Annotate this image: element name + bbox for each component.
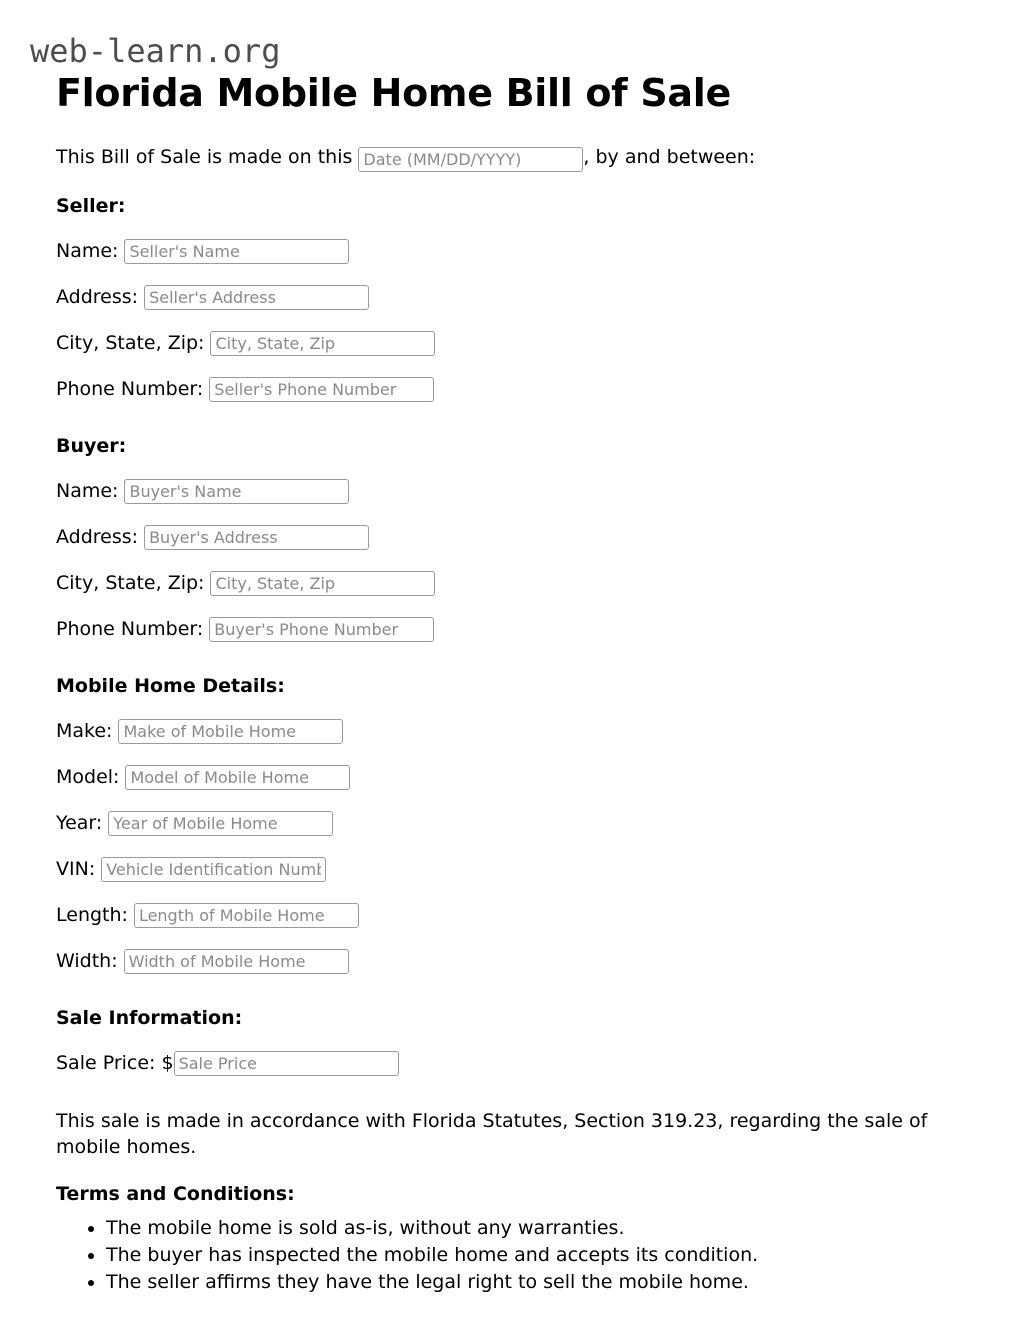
label-seller-city-state-zip: City, State, Zip: (56, 332, 205, 354)
section-heading-sale-information: Sale Information: (56, 1007, 243, 1029)
label-sale-price: Sale Price: $ (56, 1052, 174, 1074)
label-year: Year: (56, 812, 103, 834)
label-width: Width: (56, 950, 118, 972)
seller-address-input[interactable] (144, 285, 369, 310)
model-input[interactable] (125, 765, 350, 790)
label-buyer-city-state-zip: City, State, Zip: (56, 572, 205, 594)
list-item: • The buyer has inspected the mobile home and accepts its condition. (106, 1243, 968, 1268)
field-row-buyer-address (56, 514, 968, 560)
label-model: Model: (56, 766, 120, 788)
field-row-buyer-city-state-zip (56, 560, 968, 606)
buyer-name-input[interactable] (124, 479, 349, 504)
sale-price-input[interactable] (174, 1051, 399, 1076)
site-watermark: web-learn.org (30, 32, 281, 70)
seller-phone-input[interactable] (209, 377, 434, 402)
terms-list (56, 1216, 968, 1295)
length-input[interactable] (134, 903, 359, 928)
year-input[interactable] (108, 811, 333, 836)
list-item: • The seller affirms they have the legal right to sell the mobile home. (106, 1270, 968, 1295)
label-buyer-name: Name: (56, 480, 119, 502)
field-row-seller-phone (56, 366, 968, 412)
buyer-city-state-zip-input[interactable] (210, 571, 435, 596)
seller-name-input[interactable] (124, 239, 349, 264)
field-row-sale-price (56, 1040, 968, 1086)
list-item: • The mobile home is sold as-is, without any warranties. (106, 1216, 968, 1241)
field-row-buyer-phone (56, 606, 968, 652)
label-seller-address: Address: (56, 286, 139, 308)
field-row-seller-city-state-zip (56, 320, 968, 366)
seller-city-state-zip-input[interactable] (210, 331, 435, 356)
make-input[interactable] (118, 719, 343, 744)
intro-text-after: , by and between: (583, 146, 756, 168)
label-length: Length: (56, 904, 128, 926)
section-heading-terms-and-conditions: Terms and Conditions: (56, 1183, 295, 1205)
label-buyer-address: Address: (56, 526, 139, 548)
label-seller-name: Name: (56, 240, 119, 262)
width-input[interactable] (124, 949, 349, 974)
field-row-seller-name (56, 228, 968, 274)
document-content (56, 70, 968, 1297)
label-seller-phone: Phone Number: (56, 378, 204, 400)
vin-input[interactable] (101, 857, 326, 882)
label-buyer-phone: Phone Number: (56, 618, 204, 640)
intro-paragraph (56, 142, 968, 172)
section-heading-buyer: Buyer: (56, 435, 127, 457)
date-input[interactable] (358, 147, 583, 172)
field-row-width (56, 938, 968, 984)
buyer-address-input[interactable] (144, 525, 369, 550)
statute-paragraph: This sale is made in accordance with Florida Statutes, Section 319.23, regarding the sale of mobile homes. (56, 1110, 928, 1158)
page-title: Florida Mobile Home Bill of Sale (56, 71, 731, 115)
label-make: Make: (56, 720, 113, 742)
field-row-seller-address (56, 274, 968, 320)
field-row-vin (56, 846, 968, 892)
field-row-length (56, 892, 968, 938)
field-row-model (56, 754, 968, 800)
label-vin: VIN: (56, 858, 96, 880)
field-row-make (56, 708, 968, 754)
section-heading-seller: Seller: (56, 195, 126, 217)
field-row-year (56, 800, 968, 846)
intro-text-before: This Bill of Sale is made on this (56, 146, 359, 168)
buyer-phone-input[interactable] (209, 617, 434, 642)
section-heading-mobile-home-details: Mobile Home Details: (56, 675, 285, 697)
field-row-buyer-name (56, 468, 968, 514)
